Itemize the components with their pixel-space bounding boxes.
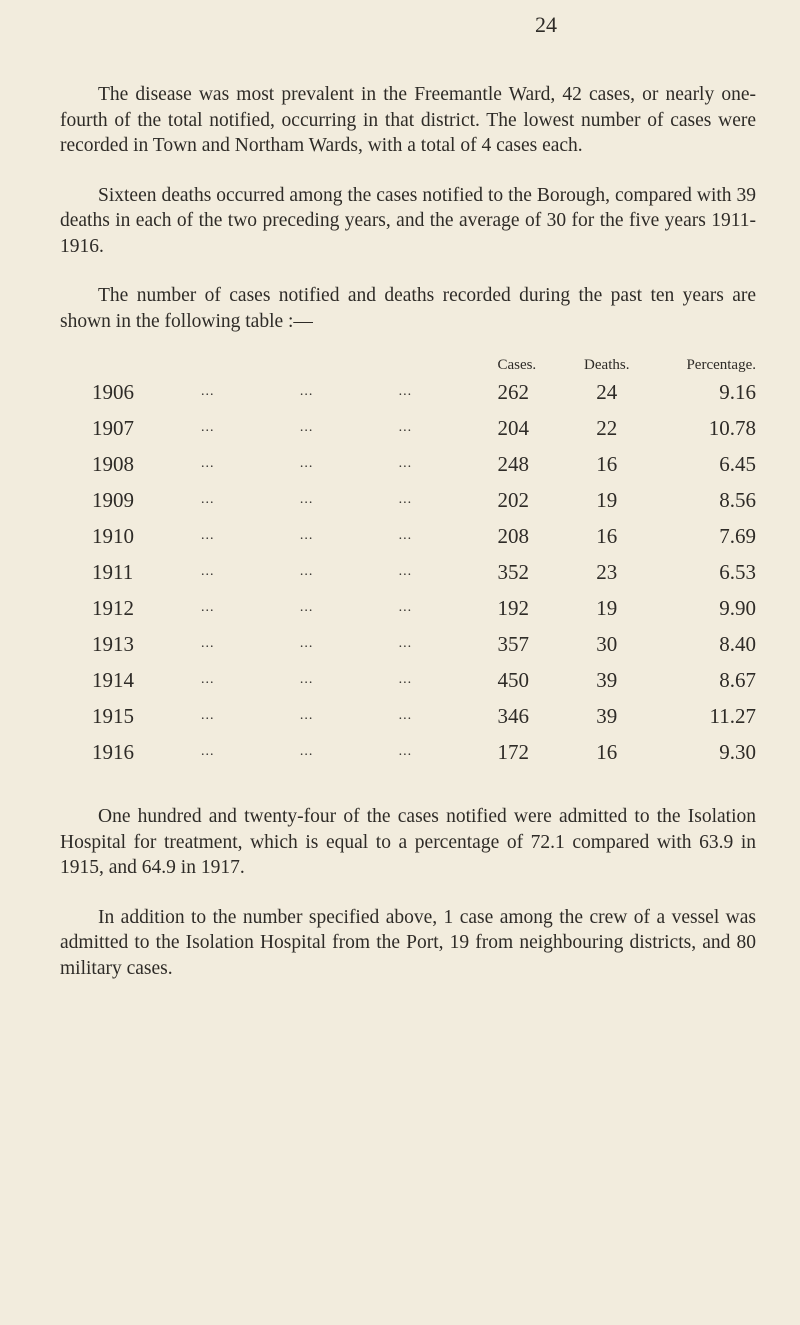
leader-dots: ... — [398, 600, 413, 615]
table-row — [92, 554, 756, 590]
cases-cell: 346 — [497, 704, 529, 728]
table-row — [92, 446, 756, 482]
paragraph-table-intro — [60, 283, 756, 334]
percentage-cell: 8.56 — [719, 488, 756, 512]
table-row — [92, 698, 756, 734]
leader-dots: ... — [398, 708, 413, 723]
leader-dots: ... — [398, 744, 413, 759]
leader-dots: ... — [201, 564, 215, 579]
table-row — [92, 662, 756, 698]
leader-dots: ... — [398, 384, 413, 399]
deaths-cell: 22 — [596, 416, 618, 440]
leader-dots: ... — [299, 744, 314, 759]
leader-dots: ... — [201, 528, 215, 543]
paragraph-text: The disease was most prevalent in the Freemantle Ward, 42 cases, or nearly one-fourth of the total notified, occurring in that district. The lowest number of cases were recorded in Town and Northam Wards, with a total of 4 cases each. — [60, 84, 756, 156]
leader-dots: ... — [201, 384, 215, 399]
year-cell: 1910 — [92, 524, 134, 548]
leader-dots: ... — [201, 672, 215, 687]
year-cell: 1915 — [92, 704, 134, 728]
leader-dots: ... — [299, 528, 314, 543]
leader-dots: ... — [201, 744, 215, 759]
percentage-cell: 6.45 — [719, 452, 756, 476]
paragraph-deaths — [60, 183, 756, 260]
deaths-cell: 16 — [596, 452, 618, 476]
year-cell: 1916 — [92, 740, 134, 764]
deaths-cell: 19 — [596, 596, 618, 620]
leader-dots: ... — [201, 708, 215, 723]
leader-dots: ... — [201, 636, 215, 651]
cases-cell: 248 — [497, 452, 529, 476]
percentage-cell: 9.90 — [719, 596, 756, 620]
table-row — [92, 734, 756, 770]
leader-dots: ... — [398, 528, 413, 543]
year-cell: 1909 — [92, 488, 134, 512]
cases-cell: 262 — [497, 380, 529, 404]
page-number: 24 — [535, 12, 557, 37]
leader-dots: ... — [299, 492, 314, 507]
table-row — [92, 626, 756, 662]
leader-dots: ... — [201, 600, 215, 615]
paragraph-text: One hundred and twenty-four of the cases notified were admitted to the Isolation Hospital for treatment, which is equal to a percentage of 72.1 compared with 63.9 in 1915, and 64.9 in 1917. — [60, 806, 756, 878]
leader-dots: ... — [201, 420, 215, 435]
deaths-cell: 16 — [596, 740, 618, 764]
paragraph-isolation-admissions — [60, 804, 756, 881]
percentage-cell: 9.16 — [719, 380, 756, 404]
header-deaths: Deaths. — [584, 357, 630, 373]
table-row — [92, 518, 756, 554]
leader-dots: ... — [398, 420, 413, 435]
cases-cell: 208 — [497, 524, 529, 548]
leader-dots: ... — [201, 492, 215, 507]
paragraph-text: In addition to the number specified above, 1 case among the crew of a vessel was admitted to the Isolation Hospital from the Port, 19 from neighbouring districts, and 80 military cases. — [60, 906, 756, 979]
percentage-cell: 7.69 — [719, 524, 756, 548]
paragraph-ward-prevalence — [60, 82, 756, 159]
leader-dots: ... — [299, 384, 314, 399]
year-cell: 1914 — [92, 668, 134, 692]
cases-cell: 202 — [497, 488, 529, 512]
deaths-cell: 30 — [596, 632, 618, 656]
cases-cell: 192 — [497, 596, 529, 620]
leader-dots: ... — [299, 456, 314, 471]
header-cases: Cases. — [497, 357, 537, 373]
cases-cell: 357 — [497, 632, 529, 656]
year-cell: 1906 — [92, 380, 134, 404]
leader-dots: ... — [398, 564, 413, 579]
paragraph-additional-cases — [60, 905, 756, 982]
leader-dots: ... — [398, 672, 413, 687]
leader-dots: ... — [201, 456, 215, 471]
table-row — [92, 410, 756, 446]
cases-cell: 450 — [497, 668, 529, 692]
deaths-cell: 39 — [596, 704, 618, 728]
leader-dots: ... — [398, 456, 413, 471]
cases-cell: 204 — [497, 416, 529, 440]
leader-dots: ... — [299, 600, 314, 615]
cases-cell: 172 — [497, 740, 529, 764]
percentage-cell: 9.30 — [719, 740, 756, 764]
leader-dots: ... — [299, 672, 314, 687]
table-row — [92, 482, 756, 518]
paragraph-text: The number of cases notified and deaths recorded during the past ten years are shown in the following table :— — [60, 285, 756, 332]
table-row — [92, 590, 756, 626]
percentage-cell: 10.78 — [708, 416, 756, 440]
table-header-row — [92, 344, 756, 374]
year-cell: 1912 — [92, 596, 134, 620]
year-cell: 1908 — [92, 452, 134, 476]
cases-deaths-table — [92, 344, 756, 770]
cases-cell: 352 — [497, 560, 529, 584]
deaths-cell: 24 — [596, 380, 618, 404]
year-cell: 1907 — [92, 416, 134, 440]
leader-dots: ... — [299, 564, 314, 579]
leader-dots: ... — [299, 708, 314, 723]
deaths-cell: 16 — [596, 524, 618, 548]
table-row — [92, 374, 756, 410]
leader-dots: ... — [299, 420, 314, 435]
deaths-cell: 19 — [596, 488, 618, 512]
page-content — [60, 0, 756, 981]
year-cell: 1911 — [92, 560, 134, 584]
percentage-cell: 8.40 — [719, 632, 756, 656]
header-percentage: Percentage. — [686, 357, 756, 373]
deaths-cell: 39 — [596, 668, 618, 692]
percentage-cell: 8.67 — [719, 668, 756, 692]
deaths-cell: 23 — [596, 560, 618, 584]
percentage-cell: 11.27 — [709, 704, 756, 728]
paragraph-text: Sixteen deaths occurred among the cases notified to the Borough, compared with 39 deaths in each of the two preceding years, and the average of 30 for the five years 1911-1916. — [60, 184, 756, 257]
leader-dots: ... — [398, 636, 413, 651]
year-cell: 1913 — [92, 632, 134, 656]
percentage-cell: 6.53 — [719, 560, 756, 584]
leader-dots: ... — [299, 636, 314, 651]
leader-dots: ... — [398, 492, 413, 507]
